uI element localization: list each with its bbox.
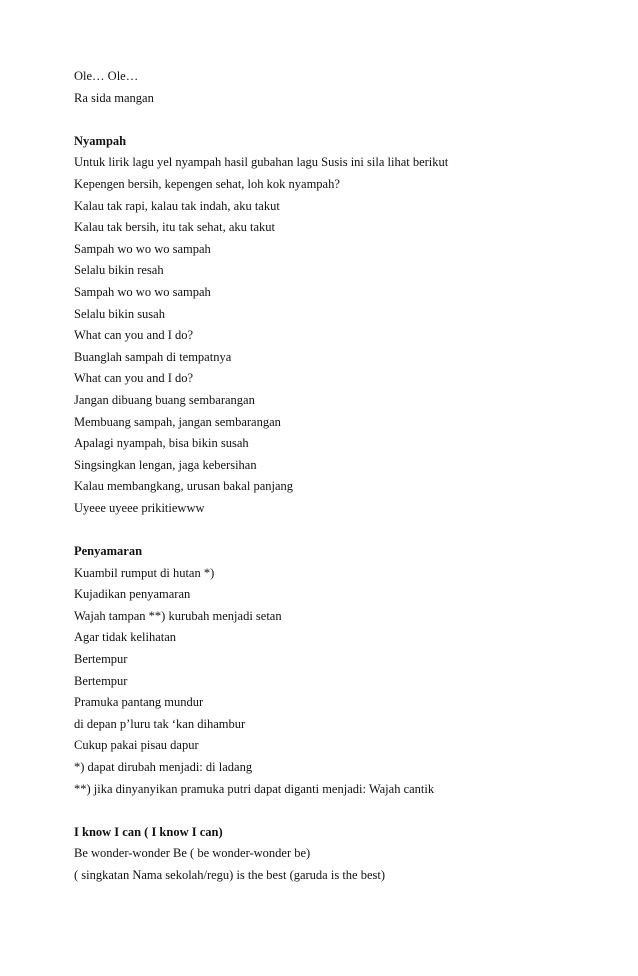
lyric-line: Kalau tak rapi, kalau tak indah, aku takut — [74, 198, 280, 213]
intro-line: Ra sida mangan — [74, 90, 154, 105]
footnote-line: **) jika dinyanyikan pramuka putri dapat diganti menjadi: Wajah cantik — [74, 781, 435, 796]
footnote-line: *) dapat dirubah menjadi: di ladang — [74, 760, 253, 774]
lyric-line: Cukup pakai pisau dapur — [74, 738, 199, 753]
lyric-line: Selalu bikin resah — [74, 263, 164, 278]
lyric-line: Be wonder-wonder Be ( be wonder-wonder be) — [74, 846, 311, 861]
lyric-line: Uyeee uyeee prikitiewww — [74, 500, 205, 515]
song-title-i-know-i-can: I know I can ( I know I can) — [74, 824, 223, 839]
lyric-line: Untuk lirik lagu yel nyampah hasil gubahan lagu Susis ini sila lihat berikut — [74, 155, 449, 170]
lyric-line: Sampah wo wo wo sampah — [74, 284, 211, 299]
lyric-line: Sampah wo wo wo sampah — [74, 241, 211, 256]
lyric-line: Bertempur — [74, 652, 128, 667]
lyric-line: Bertempur — [74, 673, 128, 688]
lyric-line: Jangan dibuang buang sembarangan — [74, 392, 255, 407]
intro-line: Ole… Ole… — [74, 69, 139, 83]
paragraph-gap — [74, 519, 614, 541]
lyric-line: Selalu bikin susah — [74, 306, 165, 321]
song-title-nyampah: Nyampah — [74, 133, 127, 148]
lyric-line: Wajah tampan **) kurubah menjadi setan — [74, 608, 282, 623]
lyric-line: Kalau tak bersih, itu tak sehat, aku takut — [74, 220, 275, 235]
lyric-line: Agar tidak kelihatan — [74, 630, 177, 645]
paragraph-gap — [74, 109, 614, 131]
lyric-line: Singsingkan lengan, jaga kebersihan — [74, 457, 257, 472]
lyric-line: What can you and I do? — [74, 371, 194, 386]
lyric-line: Kepengen bersih, kepengen sehat, loh kok nyampah? — [74, 176, 340, 191]
lyric-line: ( singkatan Nama sekolah/regu) is the best (garuda is the best) — [74, 867, 386, 882]
lyric-line: Apalagi nyampah, bisa bikin susah — [74, 436, 249, 451]
lyric-line: Kalau membangkang, urusan bakal panjang — [74, 479, 294, 494]
song-title-penyamaran: Penyamaran — [74, 544, 143, 559]
lyric-line: Pramuka pantang mundur — [74, 695, 204, 710]
lyric-line: Membuang sampah, jangan sembarangan — [74, 414, 281, 429]
document-body — [74, 66, 614, 887]
lyric-line: Buanglah sampah di tempatnya — [74, 349, 232, 364]
lyric-line: di depan p’luru tak ‘kan dihambur — [74, 716, 246, 731]
lyric-line: Kuambil rumput di hutan *) — [74, 565, 215, 580]
lyric-line: Kujadikan penyamaran — [74, 587, 191, 602]
lyric-line: What can you and I do? — [74, 328, 194, 343]
paragraph-gap — [74, 800, 614, 822]
